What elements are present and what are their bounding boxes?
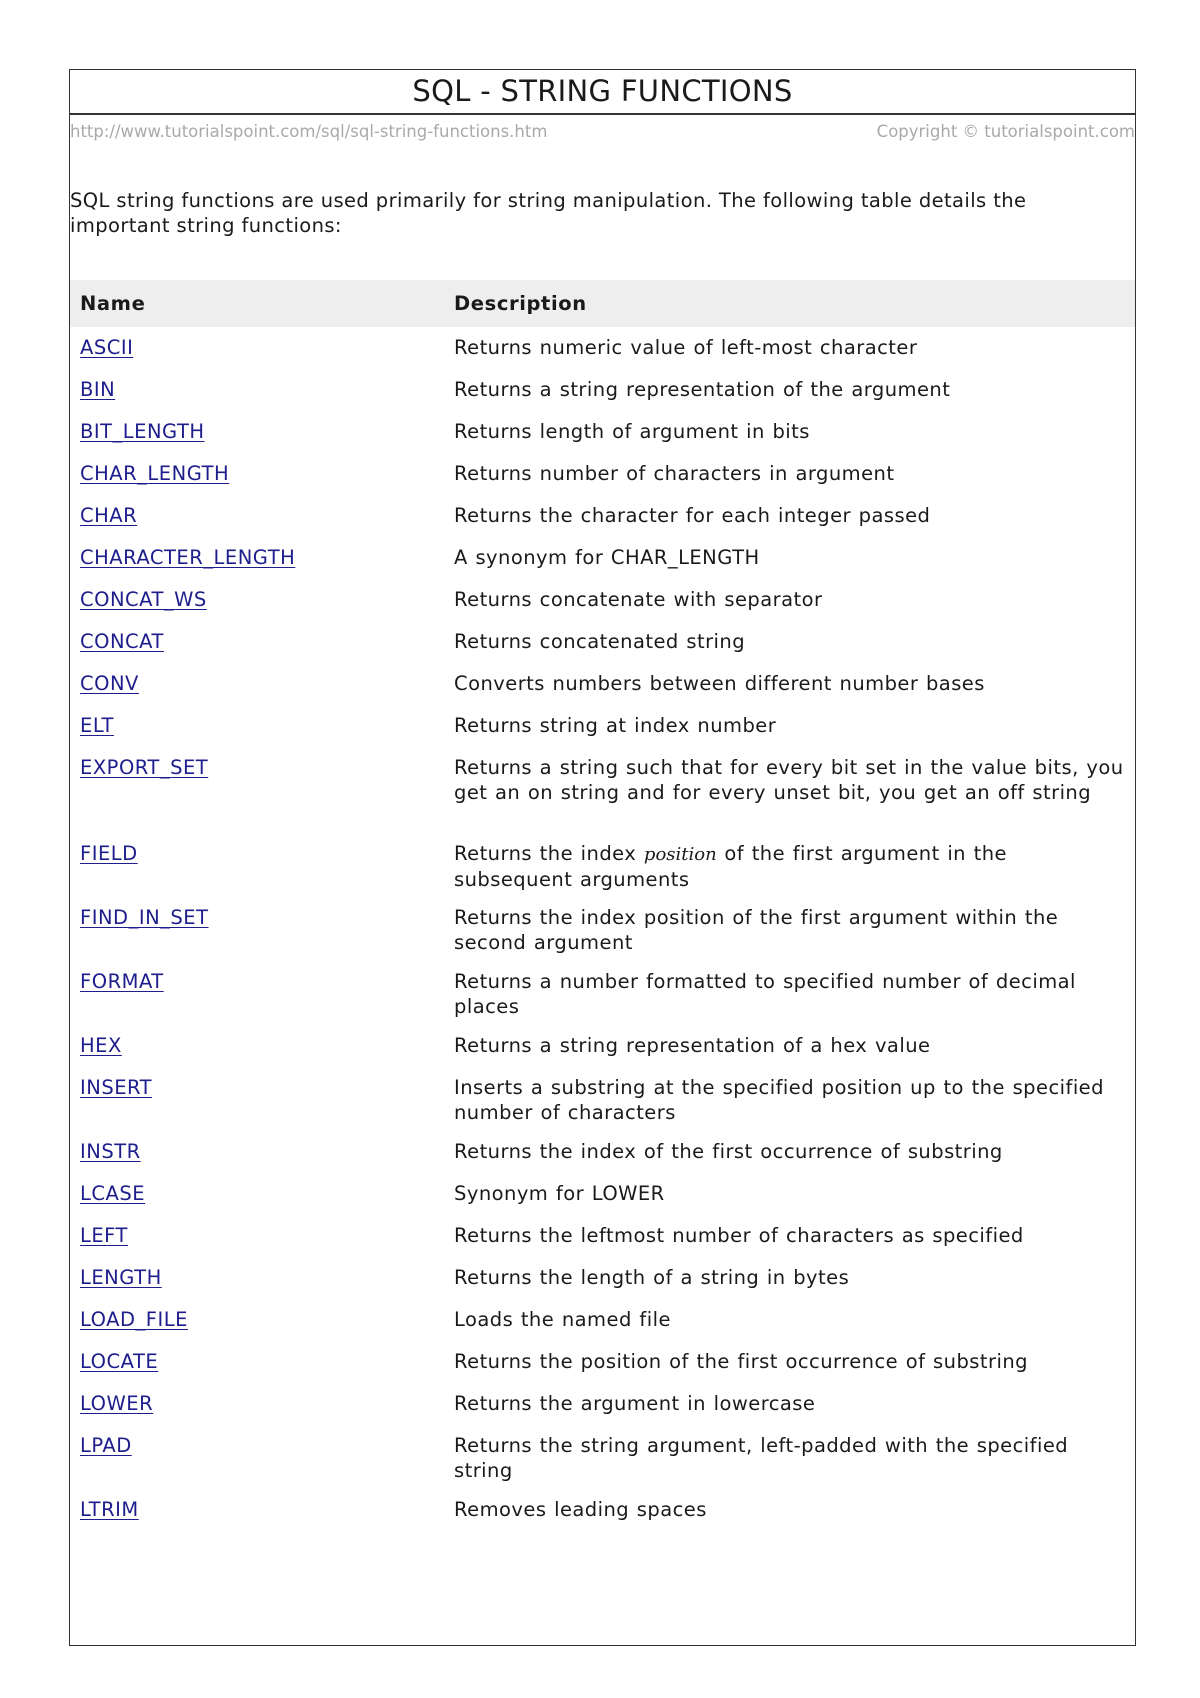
function-description: Returns the character for each integer passed <box>454 504 931 527</box>
table-row <box>70 897 1135 961</box>
function-name-link[interactable]: LEFT <box>80 1224 128 1247</box>
title-bar <box>70 70 1135 115</box>
table-row <box>70 1257 1135 1299</box>
function-description: Synonym for LOWER <box>454 1182 665 1205</box>
function-description: Returns length of argument in bits <box>454 420 810 443</box>
function-description: Returns the position of the first occurrence of substring <box>454 1350 1028 1373</box>
function-name-link[interactable]: HEX <box>80 1034 122 1057</box>
table-row <box>70 1025 1135 1067</box>
function-description: Returns the string argument, left-padded with the specified string <box>454 1434 1069 1482</box>
function-description: Converts numbers between different number bases <box>454 672 985 695</box>
function-name-link[interactable]: EXPORT_SET <box>80 756 209 779</box>
function-name-link[interactable]: ELT <box>80 714 114 737</box>
function-name-link[interactable]: BIN <box>80 378 116 401</box>
function-description: Loads the named file <box>454 1308 671 1331</box>
function-description: Returns a number formatted to specified number of decimal places <box>454 970 1076 1018</box>
table-header-row <box>70 280 1135 327</box>
table-row <box>70 1341 1135 1383</box>
meta-row <box>70 122 1135 144</box>
table-row <box>70 1215 1135 1257</box>
table-row <box>70 705 1135 747</box>
table-row <box>70 621 1135 663</box>
function-description: Returns a string representation of a hex value <box>454 1034 931 1057</box>
function-description: Returns number of characters in argument <box>454 462 895 485</box>
table-body <box>70 327 1135 1531</box>
table-row <box>70 961 1135 1025</box>
function-name-link[interactable]: FORMAT <box>80 970 164 993</box>
description-emphasis: position <box>643 844 717 865</box>
function-name-link[interactable]: CHAR_LENGTH <box>80 462 230 485</box>
table-row <box>70 747 1135 833</box>
table-row <box>70 1299 1135 1341</box>
page-title: SQL - STRING FUNCTIONS <box>412 74 793 108</box>
function-name-link[interactable]: LOAD_FILE <box>80 1308 188 1331</box>
function-description: A synonym for CHAR_LENGTH <box>454 546 760 569</box>
function-name-link[interactable]: LENGTH <box>80 1266 162 1289</box>
function-description: Returns concatenate with separator <box>454 588 823 611</box>
function-description: Returns the index of the first occurrence of substring <box>454 1140 1003 1163</box>
function-description: Returns concatenated string <box>454 630 746 653</box>
table-row <box>70 1067 1135 1131</box>
function-name-link[interactable]: CONV <box>80 672 139 695</box>
function-name-link[interactable]: FIELD <box>80 842 138 865</box>
function-name-link[interactable]: LOCATE <box>80 1350 159 1373</box>
function-name-link[interactable]: INSTR <box>80 1140 141 1163</box>
function-name-link[interactable]: INSERT <box>80 1076 153 1099</box>
source-url-link[interactable]: http://www.tutorialspoint.com/sql/sql-string-functions.htm <box>70 122 548 141</box>
function-description: Returns the leftmost number of characters as specified <box>454 1224 1024 1247</box>
copyright-notice: Copyright © tutorialspoint.com <box>876 122 1135 141</box>
page-frame <box>69 69 1136 1646</box>
table-row <box>70 369 1135 411</box>
table-row <box>70 1131 1135 1173</box>
table-row <box>70 833 1135 897</box>
function-name-link[interactable]: ASCII <box>80 336 134 359</box>
function-description: Returns string at index number <box>454 714 777 737</box>
description-text: of the first argument in the subsequent arguments <box>454 842 1007 891</box>
function-name-link[interactable]: LOWER <box>80 1392 154 1415</box>
description-text: Returns the index <box>454 842 637 865</box>
function-description: Returns the length of a string in bytes <box>454 1266 850 1289</box>
function-name-link[interactable]: CHARACTER_LENGTH <box>80 546 296 569</box>
function-description: Returns the index position of the first argument within the second argument <box>454 906 1059 954</box>
table-row <box>70 1489 1135 1531</box>
function-description: Returns a string such that for every bit set in the value bits, you get an on string and for every unset bit, you get an off string <box>454 756 1124 804</box>
intro-paragraph: SQL string functions are used primarily for string manipulation. The following table details the important string functions: <box>70 189 1027 237</box>
column-header-description: Description <box>454 292 587 315</box>
function-name-link[interactable]: BIT_LENGTH <box>80 420 205 443</box>
table-row <box>70 537 1135 579</box>
table-row <box>70 327 1135 369</box>
function-name-link[interactable]: CONCAT <box>80 630 164 653</box>
function-name-link[interactable]: LCASE <box>80 1182 146 1205</box>
function-description: Returns numeric value of left-most character <box>454 336 918 359</box>
table-row <box>70 1173 1135 1215</box>
table-row <box>70 663 1135 705</box>
function-description: Returns the argument in lowercase <box>454 1392 816 1415</box>
function-name-link[interactable]: CONCAT_WS <box>80 588 207 611</box>
function-description: Inserts a substring at the specified position up to the specified number of characters <box>454 1076 1104 1124</box>
table-row <box>70 1425 1135 1489</box>
column-header-name: Name <box>80 292 146 315</box>
function-description: Returns a string representation of the argument <box>454 378 951 401</box>
function-description <box>454 842 1124 892</box>
string-functions-table <box>70 280 1135 1531</box>
function-name-link[interactable]: LPAD <box>80 1434 132 1457</box>
table-row <box>70 411 1135 453</box>
function-name-link[interactable]: FIND_IN_SET <box>80 906 209 929</box>
function-description: Removes leading spaces <box>454 1498 707 1521</box>
table-row <box>70 453 1135 495</box>
function-name-link[interactable]: LTRIM <box>80 1498 139 1521</box>
function-name-link[interactable]: CHAR <box>80 504 138 527</box>
table-row <box>70 1383 1135 1425</box>
table-row <box>70 579 1135 621</box>
table-row <box>70 495 1135 537</box>
